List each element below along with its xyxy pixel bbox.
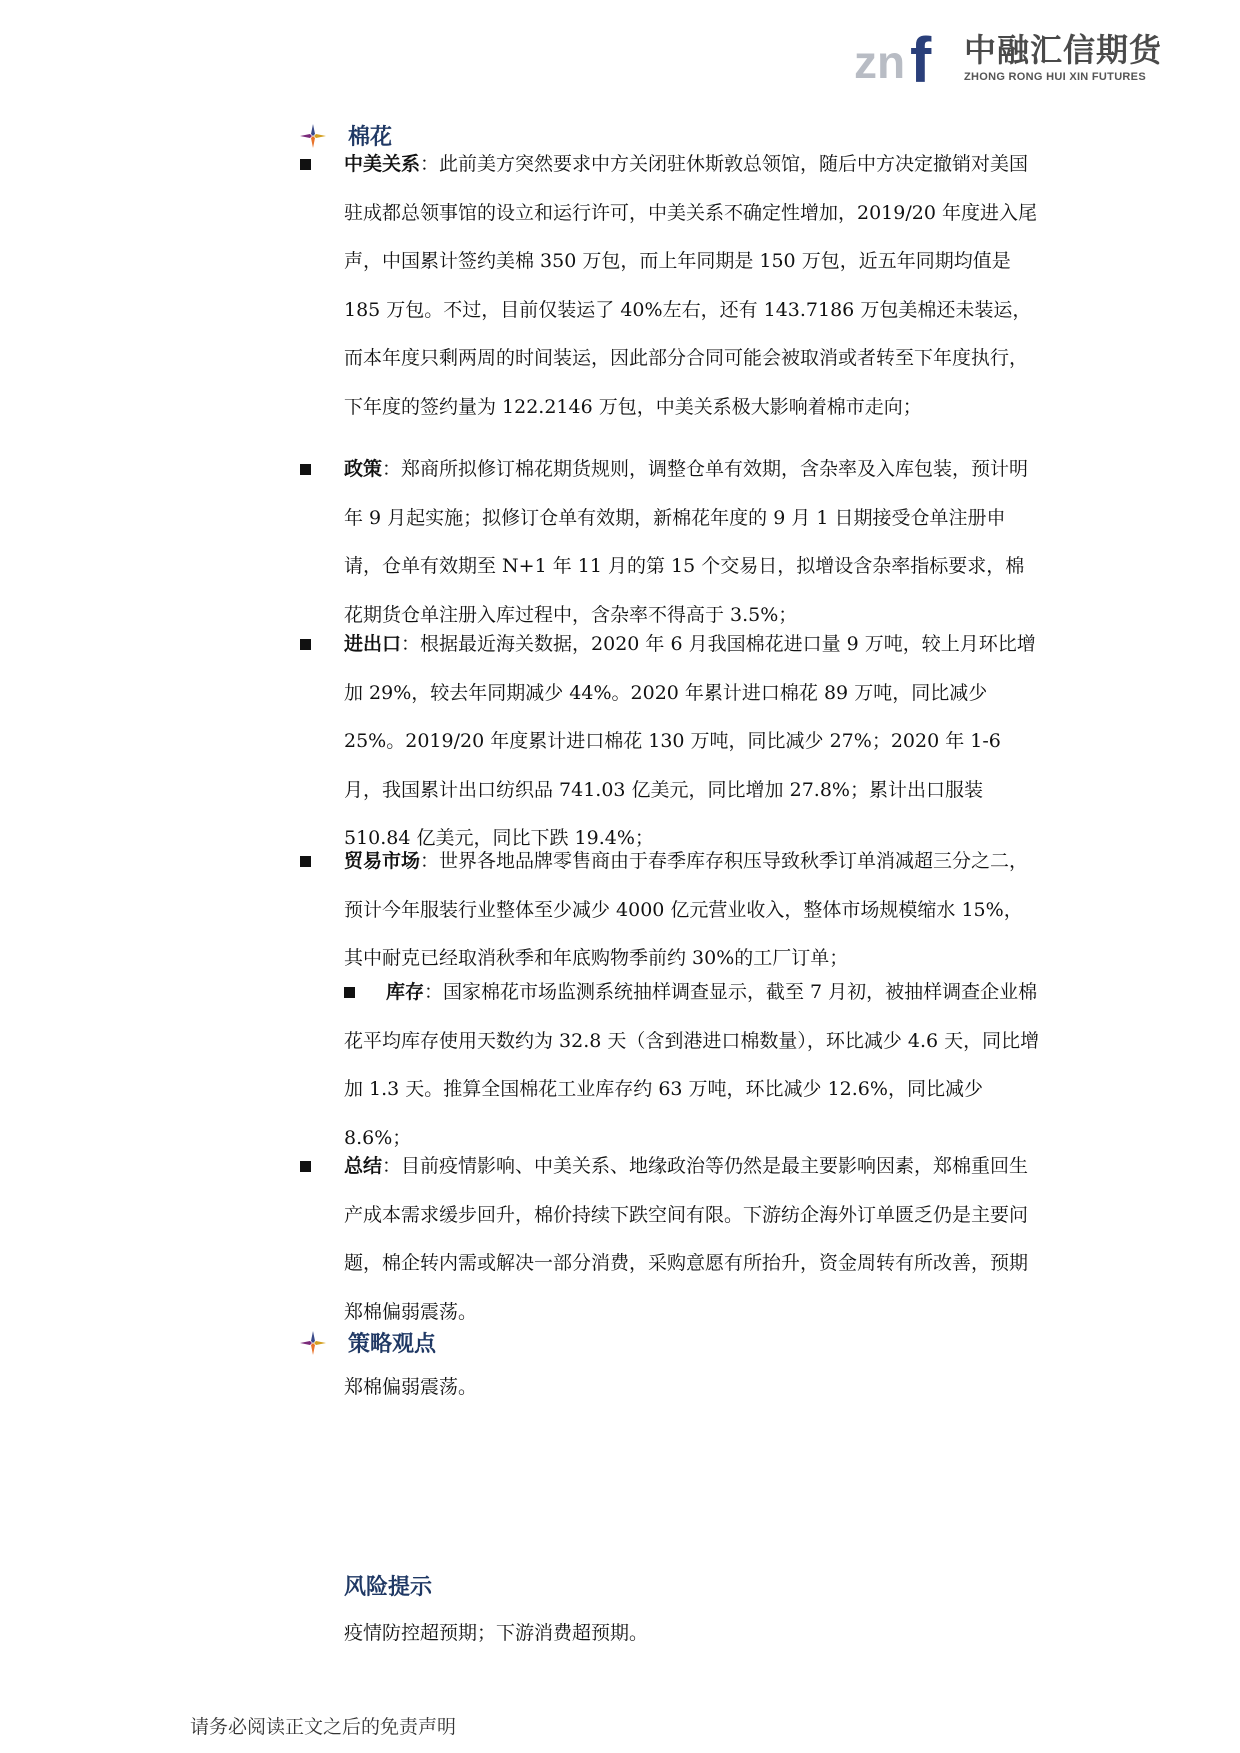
bullet-item (300, 140, 1040, 431)
strategy-text: 郑棉偏弱震荡。 (344, 1376, 478, 1398)
risk-title: 风险提示 (344, 1575, 433, 1600)
item-label: 中美关系 (344, 153, 421, 175)
section-header-strategy (300, 1327, 436, 1358)
bullet-item (300, 620, 1040, 863)
logo-mark-zn: zn (853, 36, 906, 88)
compass-star-icon (300, 1331, 326, 1355)
square-bullet-icon (300, 639, 311, 650)
square-bullet-icon (300, 1161, 311, 1172)
bullet-item-sub (300, 968, 1040, 1162)
item-text: ：目前疫情影响、中美关系、地缘政治等仍然是最主要影响因素，郑棉重回生产成本需求缓步回升，棉价持续下跌空间有限。下游纺企海外订单匮乏仍是主要问题，棉企转内需或解决一部分消费，采购意愿有所抬升，资金周转有所改善，预期郑棉偏弱震荡。 (344, 1155, 1029, 1323)
item-text: ：此前美方突然要求中方关闭驻休斯敦总领馆，随后中方决定撤销对美国驻成都总领事馆的设立和运行许可，中美关系不确定性增加，2019/20 年度进入尾声，中国累计签约美棉 350 万包，而上年同期是 150 万包，近五年同期均值是 185 万包。不过，目前仅装运了 40%左右，还有 143.7186 万包美棉还未装运，而本年度只剩两周的时间装运，因此部分合同可能会被取消或者转至下年度执行，下年度的签约量为 122.2146 万包，中美关系极大影响着棉市走向； (344, 153, 1037, 418)
logo-chinese-name: 中融汇信期货 (963, 31, 1162, 69)
company-logo (850, 22, 1162, 92)
item-label: 贸易市场 (344, 850, 421, 872)
section-title: 棉花 (348, 125, 393, 150)
item-text: ：根据最近海关数据，2020 年 6 月我国棉花进口量 9 万吨，较上月环比增加 29%，较去年同期减少 44%。2020 年累计进口棉花 89 万吨，同比减少 25%。2019/20 年度累计进口棉花 130 万吨，同比减少 27%；2020 年 1-6 月，我国累计出口纺织品 741.03 亿美元，同比增加 27.8%；累计出口服装 510.84 亿美元，同比下跌 19.4%； (344, 633, 1036, 849)
risk-text: 疫情防控超预期；下游消费超预期。 (344, 1622, 649, 1644)
logo-english-name: ZHONG RONG HUI XIN FUTURES (963, 71, 1146, 83)
item-label: 库存 (386, 981, 425, 1003)
item-label: 进出口 (344, 633, 402, 655)
item-text: ：世界各地品牌零售商由于春季库存积压导致秋季订单消减超三分之二，预计今年服装行业整体至少减少 4000 亿元营业收入，整体市场规模缩水 15%，其中耐克已经取消秋季和年底购物季前约 30%的工厂订单； (344, 850, 1029, 969)
logo-mark-f: f (909, 24, 932, 92)
item-text: ：国家棉花市场监测系统抽样调查显示，截至 7 月初，被抽样调查企业棉花平均库存使用天数约为 32.8 天（含到港进口棉数量），环比减少 4.6 天，同比增加 1.3 天。推算全国棉花工业库存约 63 万吨，环比减少 12.6%，同比减少 8.6%； (344, 981, 1040, 1149)
bullet-item (300, 1142, 1040, 1336)
bullet-item (300, 445, 1040, 639)
section-title: 策略观点 (348, 1332, 437, 1357)
square-bullet-icon (344, 987, 355, 998)
znf-logo-mark (850, 22, 960, 92)
square-bullet-icon (300, 856, 311, 867)
item-label: 总结 (344, 1155, 383, 1177)
square-bullet-icon (300, 159, 311, 170)
footer-disclaimer: 请务必阅读正文之后的免责声明 (190, 1716, 457, 1738)
square-bullet-icon (300, 464, 311, 475)
item-text: ：郑商所拟修订棉花期货规则，调整仓单有效期，含杂率及入库包装，预计明年 9 月起实施；拟修订仓单有效期，新棉花年度的 9 月 1 日期接受仓单注册申请，仓单有效期至 N+1 年 11 月的第 15 个交易日，拟增设含杂率指标要求，棉花期货仓单注册入库过程中，含杂率不得高于 3.5%； (344, 458, 1029, 626)
item-label: 政策 (344, 458, 383, 480)
logo-text (964, 31, 1162, 83)
bullet-item (300, 837, 1040, 983)
